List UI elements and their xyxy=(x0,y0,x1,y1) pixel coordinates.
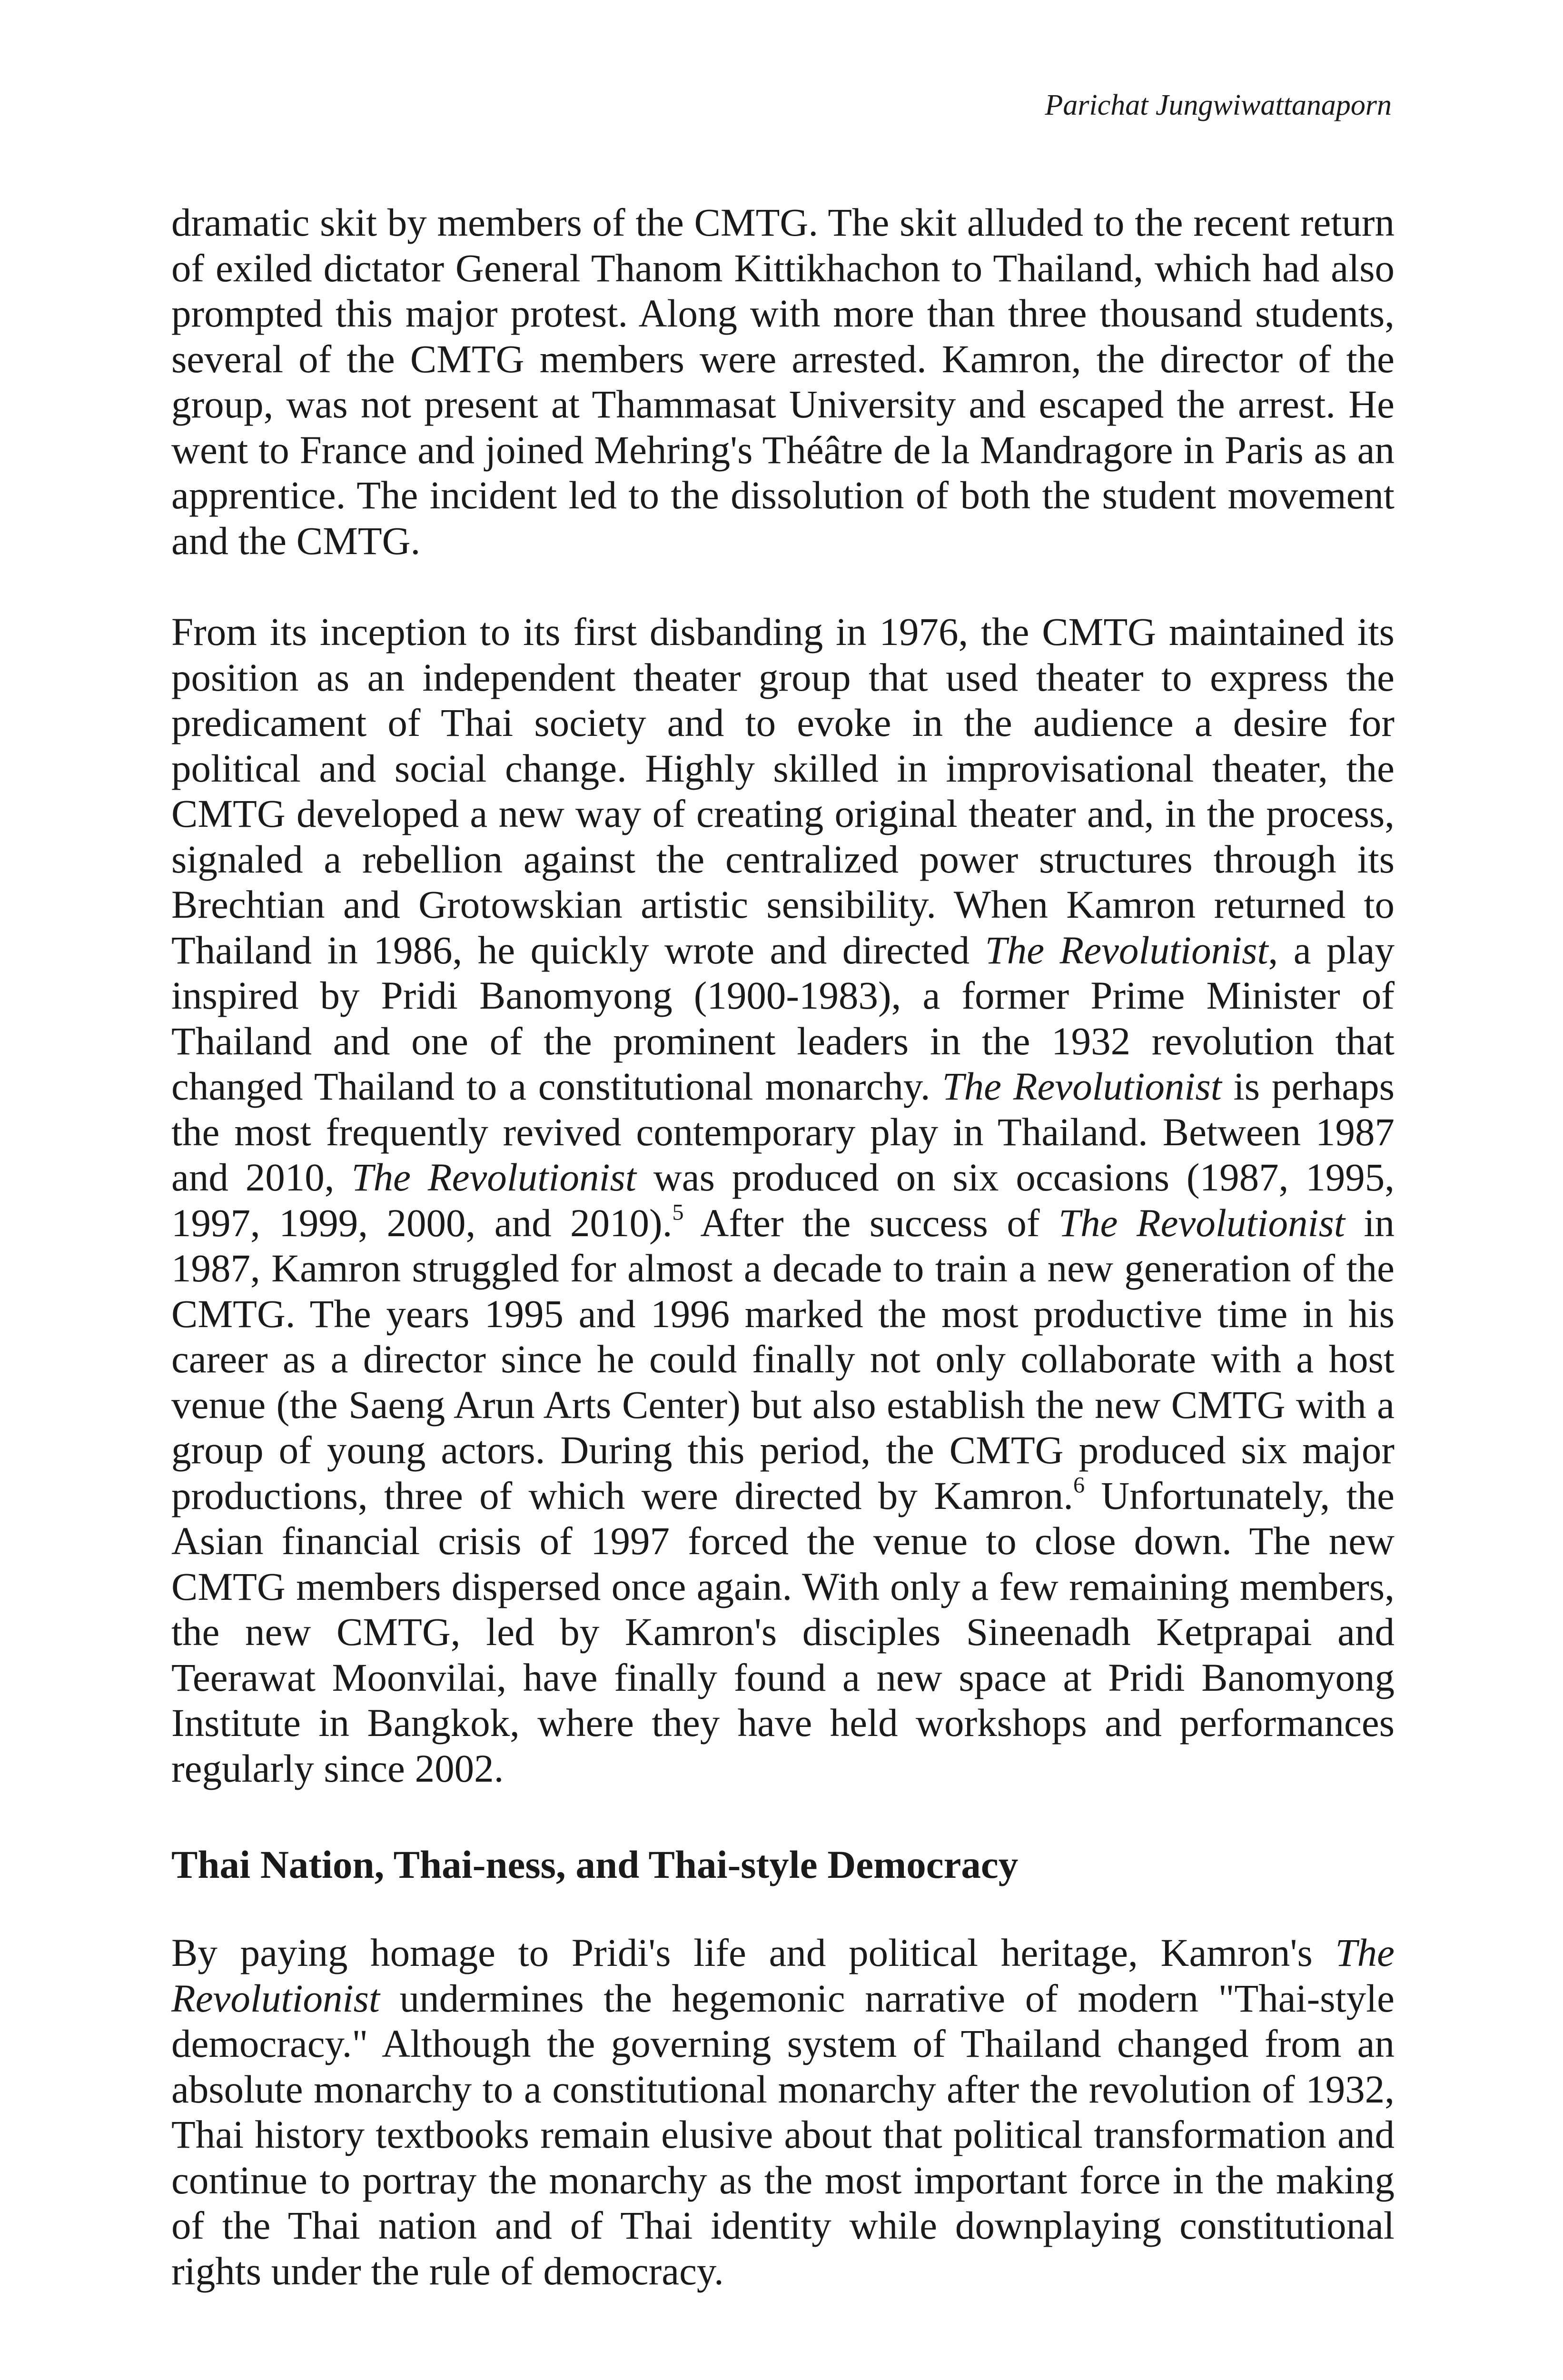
play-title: The Revolutionist xyxy=(1058,1200,1345,1245)
section-heading: Thai Nation, Thai-ness, and Thai-style Democracy xyxy=(171,1843,1019,1886)
paragraph-2 xyxy=(171,609,1395,1791)
play-title: The Revolutionist xyxy=(942,1064,1222,1108)
paragraph-3 xyxy=(171,1930,1395,2294)
paragraph-1 xyxy=(171,200,1395,564)
text-run: By paying homage to Pridi's life and political heritage, Kamron's xyxy=(171,1931,1335,1974)
footnote-ref-6[interactable]: 6 xyxy=(1073,1472,1085,1497)
text-run: Unfortunately, the Asian financial crisis of 1997 forced the venue to close down. The new CMTG members dispersed once again. With only a few remaining members, the new CMTG, led by Kamron's disciples Sineenadh Ketprapai and Teerawat Moonvilai, have finally found a new space at Pridi Banomyong Institute in Bangkok, where they have held workshops and performances regularly since 2002. xyxy=(171,1473,1395,1790)
text-run: After the success of xyxy=(683,1200,1058,1245)
text-run: , a play inspired by Pridi Banomyong (1900-1983), a former Prime Minister of Thailand and one of the prominent leaders in the 1932 revolution that changed Thailand to a constitutional monarchy. xyxy=(171,928,1395,1108)
paragraph-3-text xyxy=(171,1930,1395,2294)
footnote-ref-5[interactable]: 5 xyxy=(672,1199,684,1225)
play-title: The Revolutionist xyxy=(171,1931,1395,2020)
play-title: The Revolutionist xyxy=(351,1155,636,1199)
paragraph-1-text: dramatic skit by members of the CMTG. The skit alluded to the recent return of exiled dictator General Thanom Kittikhachon to Thailand, which had also prompted this major protest. Along with more than three thousand students, several of the CMTG members were arrested. Kamron, the director of the group, was not present at Thammasat University and escaped the arrest. He went to France and joined Mehring's Théâtre de la Mandragore in Paris as an apprentice. The incident led to the dissolution of both the student movement and the CMTG. xyxy=(171,200,1395,563)
running-head-author: Parichat Jungwiwattanaporn xyxy=(1045,89,1392,121)
text-run: in 1987, Kamron struggled for almost a decade to train a new generation of the CMTG. The years 1995 and 1996 marked the most productive time in his career as a director since he could finally not only collaborate with a host venue (the Saeng Arun Arts Center) but also establish the new CMTG with a group of young actors. During this period, the CMTG produced six major productions, three of which were directed by Kamron. xyxy=(171,1200,1395,1517)
text-run: From its inception to its first disbanding in 1976, the CMTG maintained its position as an independent theater group that used theater to express the predicament of Thai society and to evoke in the audience a desire for political and social change. Highly skilled in improvisational theater, the CMTG developed a new way of creating original theater and, in the process, signaled a rebellion against the centralized power structures through its Brechtian and Grotowskian artistic sensibility. When Kamron returned to Thailand in 1986, he quickly wrote and directed xyxy=(171,610,1395,972)
text-run: is perhaps the most frequently revived contemporary play in Thailand. Between 1987 and 2010, xyxy=(171,1064,1395,1199)
text-run: undermines the hegemonic narrative of modern "Thai-style democracy." Although the governing system of Thailand changed from an absolute monarchy to a constitutional monarchy after the revolution of 1932, Thai history textbooks remain elusive about that political transformation and continue to portray the monarchy as the most important force in the making of the Thai nation and of Thai identity while downplaying constitutional rights under the rule of democracy. xyxy=(171,1976,1395,2293)
paragraph-2-text xyxy=(171,609,1395,1791)
text-run: was produced on six occasions (1987, 1995, 1997, 1999, 2000, and 2010). xyxy=(171,1155,1395,1245)
play-title: The Revolutionist xyxy=(985,928,1268,972)
